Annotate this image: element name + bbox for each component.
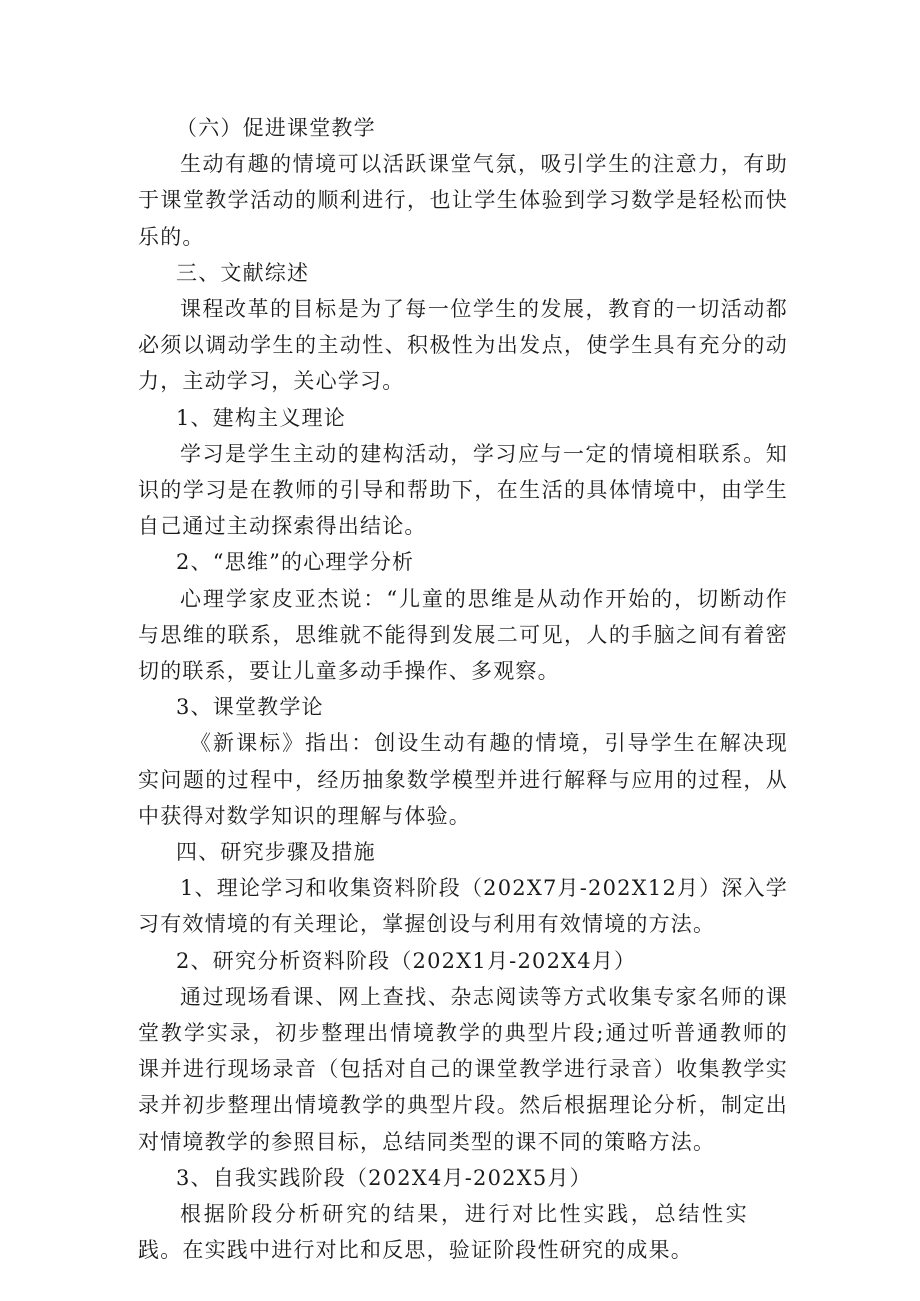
paragraph-analysis-phase: 通过现场看课、网上查找、杂志阅读等方式收集专家名师的课堂教学实录，初步整理出情境教学的典型片段;通过听普通教师的课并进行现场录音（包括对自己的课堂教学进行录音）收集教学实录并初步整理出情境教学的典型片段。然后根据理论分析，制定出对情境教学的参照目标，总结同类型的课不同的策略方法。	[138, 984, 788, 1154]
section-heading-literature-review: 三、文献综述	[176, 260, 310, 285]
paragraph-curriculum-reform: 课程改革的目标是为了每一位学生的发展，教育的一切活动都必须以调动学生的主动性、积极性为出发点，使学生具有充分的动力，主动学习，关心学习。	[138, 297, 788, 394]
paragraph-engaging-situations: 生动有趣的情境可以活跃课堂气氛，吸引学生的注意力，有助于课堂教学活动的顺利进行，也让学生体验到学习数学是轻松而快乐的。	[138, 152, 788, 249]
section-heading-promote-teaching: （六）促进课堂教学	[176, 116, 376, 140]
paragraph-new-curriculum-standard: 《新课标》指出：创设生动有趣的情境，引导学生在解决现实问题的过程中，经历抽象数学模型并进行解释与应用的过程，从中获得对数学知识的理解与体验。	[138, 731, 788, 828]
subheading-constructivism: 1、建构主义理论	[176, 405, 346, 430]
section-heading-research-steps: 四、研究步骤及措施	[176, 840, 376, 865]
document-body	[138, 110, 788, 1269]
subheading-analysis-phase: 2、研究分析资料阶段（202X1月-202X4月）	[176, 948, 637, 973]
subheading-thinking-psychology: 2、“思维”的心理学分析	[176, 550, 415, 575]
paragraph-practice-phase: 根据阶段分析研究的结果，进行对比性实践，总结性实践。在实践中进行对比和反思，验证阶段性研究的成果。	[138, 1202, 748, 1263]
subheading-classroom-teaching: 3、课堂教学论	[176, 695, 324, 720]
paragraph-constructivism: 学习是学生主动的建构活动，学习应与一定的情境相联系。知识的学习是在教师的引导和帮助下，在生活的具体情境中，由学生自己通过主动探索得出结论。	[138, 441, 788, 539]
subheading-practice-phase: 3、自我实践阶段（202X4月-202X5月）	[176, 1165, 592, 1190]
paragraph-theory-study-phase: 1、理论学习和收集资料阶段（202X7月-202X12月）深入学习有效情境的有关理论，掌握创设与利用有效情境的方法。	[138, 876, 789, 937]
paragraph-piaget: 心理学家皮亚杰说：“儿童的思维是从动作开始的，切断动作与思维的联系，思维就不能得到发展二可见，人的手脑之间有着密切的联系，要让儿童多动手操作、多观察。	[138, 586, 788, 684]
